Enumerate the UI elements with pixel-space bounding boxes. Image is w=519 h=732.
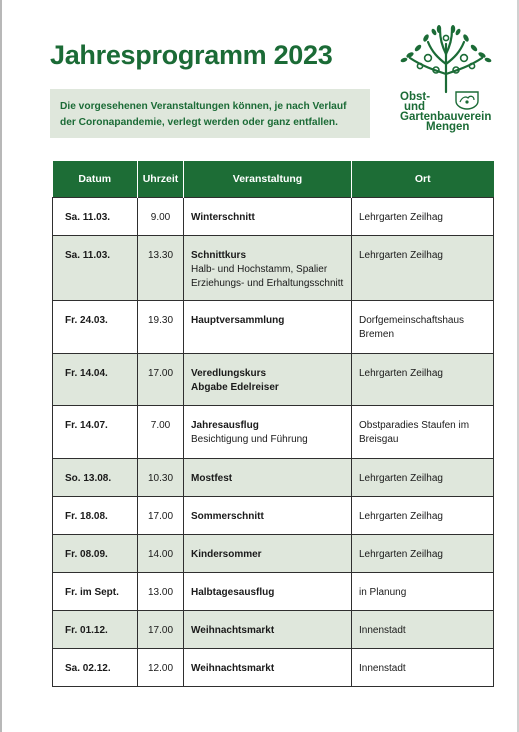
cell-date: Fr. 18.08.	[53, 497, 138, 535]
cell-place: Lehrgarten Zeilhag	[352, 354, 494, 406]
cell-date: Sa. 11.03.	[53, 236, 138, 301]
table-row	[53, 301, 494, 354]
table-row	[53, 406, 494, 459]
cell-time: 9.00	[138, 198, 184, 236]
logo-line-2: und	[404, 101, 426, 113]
cell-place: Lehrgarten Zeilhag	[352, 198, 494, 236]
cell-place: Innenstadt	[352, 611, 494, 649]
header-veranstaltung: Veranstaltung	[184, 161, 352, 198]
event-title: Sommerschnitt	[191, 511, 264, 522]
cell-time: 10.30	[138, 459, 184, 497]
table-row	[53, 497, 494, 535]
cell-date: Fr. 24.03.	[53, 301, 138, 354]
cell-place: in Planung	[352, 573, 494, 611]
cell-place: Lehrgarten Zeilhag	[352, 459, 494, 497]
page-title: Jahresprogramm 2023	[50, 40, 333, 70]
cell-event	[184, 236, 352, 301]
table-row	[53, 198, 494, 236]
logo-line-1: Obst-	[400, 91, 431, 103]
cell-event	[184, 497, 352, 535]
event-title: Veredlungskurs	[191, 368, 267, 379]
cell-event	[184, 301, 352, 354]
cell-place: Obstparadies Staufen im Breisgau	[352, 406, 494, 459]
header-datum: Datum	[53, 161, 138, 198]
cell-date: Fr. im Sept.	[53, 573, 138, 611]
cell-place: Innenstadt	[352, 649, 494, 687]
cell-time: 19.30	[138, 301, 184, 354]
event-detail: Erziehungs- und Erhaltungsschnitt	[191, 278, 344, 289]
cell-event	[184, 354, 352, 406]
cell-date: Fr. 14.04.	[53, 354, 138, 406]
table-row	[53, 535, 494, 573]
event-title: Abgabe Edelreiser	[191, 382, 279, 393]
table-row	[53, 573, 494, 611]
header-uhrzeit: Uhrzeit	[138, 161, 184, 198]
cell-place: Lehrgarten Zeilhag	[352, 535, 494, 573]
crest-icon	[454, 90, 480, 110]
header-ort: Ort	[352, 161, 494, 198]
cell-event	[184, 459, 352, 497]
cell-place: Dorfgemeinschaftshaus Bremen	[352, 301, 494, 354]
tree-logo-icon	[396, 24, 496, 94]
cell-time: 17.00	[138, 497, 184, 535]
event-title: Mostfest	[191, 473, 233, 484]
cell-date: Fr. 08.09.	[53, 535, 138, 573]
event-title: Schnittkurs	[191, 250, 247, 261]
cell-event	[184, 406, 352, 459]
event-title: Kindersommer	[191, 549, 262, 560]
cell-time: 12.00	[138, 649, 184, 687]
program-table	[52, 161, 494, 687]
table-row	[53, 611, 494, 649]
cell-date: So. 13.08.	[53, 459, 138, 497]
cell-event	[184, 611, 352, 649]
table-header-row	[53, 161, 494, 198]
cell-date: Fr. 01.12.	[53, 611, 138, 649]
logo-line-4: Mengen	[426, 121, 470, 133]
event-title: Hauptversammlung	[191, 315, 285, 326]
notice-text: Die vorgesehenen Veranstaltungen können, je nach Verlauf der Coronapandemie, verlegt werden oder ganz entfallen.	[60, 101, 347, 128]
logo-line-3: Gartenbauverein	[400, 111, 492, 123]
cell-time: 14.00	[138, 535, 184, 573]
page-edge-left	[0, 0, 2, 732]
table-row	[53, 236, 494, 301]
cell-event	[184, 198, 352, 236]
notice-box	[50, 89, 370, 138]
event-title: Jahresausflug	[191, 420, 259, 431]
event-title: Winterschnitt	[191, 212, 255, 223]
event-detail: Halb- und Hochstamm, Spalier	[191, 264, 328, 275]
event-title: Weihnachtsmarkt	[191, 625, 275, 636]
cell-date: Fr. 14.07.	[53, 406, 138, 459]
cell-place: Lehrgarten Zeilhag	[352, 497, 494, 535]
table-row	[53, 459, 494, 497]
table-row	[53, 354, 494, 406]
table-row	[53, 649, 494, 687]
event-title: Weihnachtsmarkt	[191, 663, 275, 674]
event-title: Halbtagesausflug	[191, 587, 275, 598]
club-logo	[396, 24, 496, 144]
cell-event	[184, 649, 352, 687]
cell-time: 13.00	[138, 573, 184, 611]
cell-date: Sa. 02.12.	[53, 649, 138, 687]
cell-time: 17.00	[138, 354, 184, 406]
cell-date: Sa. 11.03.	[53, 198, 138, 236]
cell-time: 13.30	[138, 236, 184, 301]
cell-event	[184, 535, 352, 573]
cell-place: Lehrgarten Zeilhag	[352, 236, 494, 301]
cell-event	[184, 573, 352, 611]
cell-time: 7.00	[138, 406, 184, 459]
event-detail: Besichtigung und Führung	[191, 434, 308, 445]
cell-time: 17.00	[138, 611, 184, 649]
